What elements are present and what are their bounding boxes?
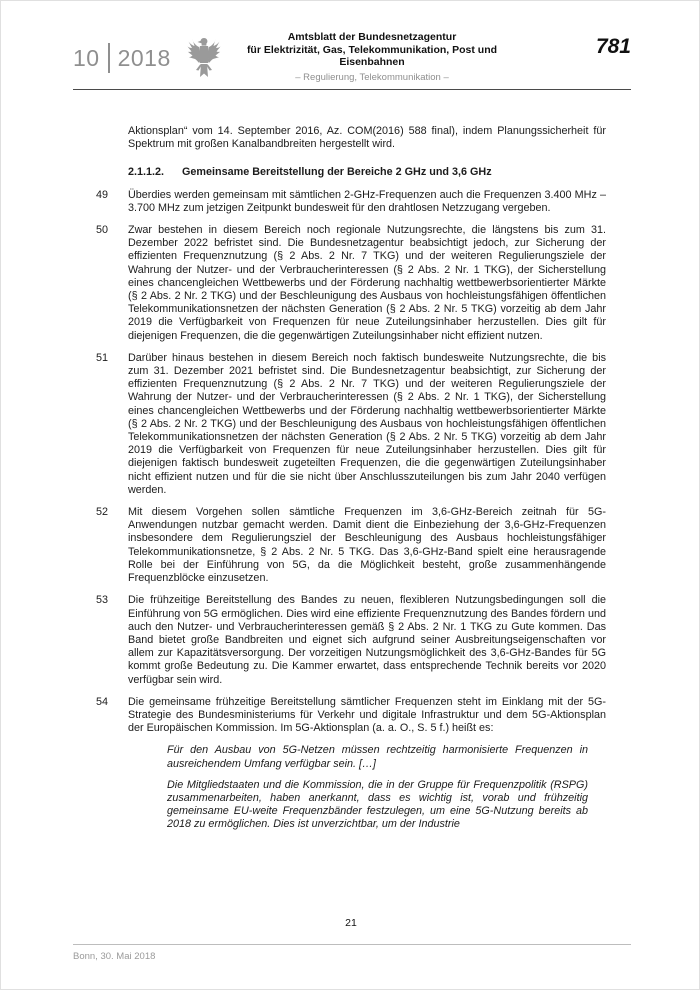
header-page-number: 781 [595, 35, 631, 58]
paragraph-50 [96, 224, 606, 343]
intro-paragraph: Aktionsplan“ vom 14. September 2016, Az. COM(2016) 588 final), indem Planungssicherheit für Spektrum mit großen Kanalbandbreiten hergestellt wird. [128, 125, 606, 151]
federal-eagle-icon [187, 37, 221, 79]
paragraph-49 [96, 189, 606, 215]
masthead [231, 31, 513, 83]
paragraph-text: Darüber hinaus bestehen in diesem Bereich noch faktisch bundesweite Nutzungsrechte, die bis zum 31. Dezember 2021 befristet sind. Die Bundesnetzagentur beabsichtigt, zur Sicherung der effizienten Frequenznutzung (§ 2 Abs. 2 Nr. 7 TKG) und der weiteren Regulierungsziele der Wahrung der Nutzer- und der Verbraucherinteressen (§ 2 Abs. 2 Nr. 1 TKG), der Sicherstellung eines chancengleichen Wettbewerbs und der Förderung nachhaltig wettbewerbsorientierter Märkte (§ 2 Abs. 2 Nr. 2 TKG) und der Beschleunigung des Ausbaus von hochleistungsfähigen öffentlichen Telekommunikationsnetzen der nächsten Generation (§ 2 Abs. 2 Nr. 5 TKG) vorzeitig ab dem Jahr 2019 die Verfügbarkeit von Frequenzen für neue Zuteilungsinhaber herzustellen. Dies gilt für diejenigen faktisch bundesweit zugeteilten Frequenzen, die die gegenwärtigen Zuteilungsinhaber nicht effizient nutzen und für die sie nicht über Anschlusszuteilungen bis zum Jahr 2040 verfügen werden. [128, 351, 606, 496]
paragraph-text: Die gemeinsame frühzeitige Bereitstellung sämtlicher Frequenzen steht im Einklang mit der 5G-Strategie des Bundesministeriums für Verkehr und digitale Infrastruktur und dem 5G-Aktionsplan der Europäischen Kommission. Im 5G-Aktionsplan (a. a. O., S. 5 f.) heißt es: [128, 695, 606, 735]
footer-date: Bonn, 30. Mai 2018 [73, 951, 156, 962]
issue-divider [108, 43, 110, 73]
section-heading [128, 166, 606, 179]
section-heading-number: 2.1.1.2. [128, 166, 165, 179]
paragraph-52 [96, 506, 606, 585]
quote-paragraph-2: Die Mitgliedstaaten und die Kommission, die in der Gruppe für Frequenzpolitik (RSPG) zusammenarbeiten, haben anerkannt, dass es wichtig ist, vorab und frühzeitig gemeinsame EU-weite Frequenzbänder festzulegen, um eine 5G-Nutzung bereits ab 2018 zu ermöglichen. Dies ist unverzichtbar, um der Industrie [167, 778, 588, 831]
paragraph-text: Mit diesem Vorgehen sollen sämtliche Frequenzen im 3,6-GHz-Bereich zeitnah für 5G-Anwendungen nutzbar gemacht werden. Damit dient die Einbeziehung der 3,6-GHz-Frequenzen insbesondere dem Regulierungsziel der Beschleunigung des Ausbaus hochleistungsfähiger Telekommunikationsnetze, § 2 Abs. 2 Nr. 5 TKG. Das 3,6-GHz-Band spielt eine herausragende Rolle bei der Einführung von 5G, da die Möglichkeit besteht, große zusammenhängende Frequenzblöcke einzusetzen. [128, 506, 606, 585]
paragraph-text: Die frühzeitige Bereitstellung des Bandes zu neuen, flexibleren Nutzungsbedingungen soll die Einführung von 5G ermöglichen. Dies wird eine effiziente Frequenznutzung des Bandes fördern und auch den Nutzer- und Verbraucherinteressen gemäß § 2 Abs. 2 Nr. 1 TKG zu Gute kommen. Das Band bietet große Bandbreiten und eignet sich aufgrund seiner Ausbreitungseigenschaften vor allem zur Kapazitätsversorgung. Der vorzeitigen Nutzungsmöglichkeit des 3,6-GHz-Bandes für 5G kommt große Bedeutung zu. Die Kammer erwartet, dass entsprechende Technik bereits vor 2020 verfügbar sein wird. [128, 594, 606, 686]
masthead-section: – Regulierung, Telekommunikation – [295, 72, 449, 83]
paragraph-number: 50 [96, 224, 109, 237]
paragraph-number: 49 [96, 188, 109, 201]
quote-paragraph-1: Für den Ausbau von 5G-Netzen müssen rechtzeitig harmonisierte Frequenzen in ausreichendem Umfang verfügbar sein. […] [167, 744, 588, 770]
paragraph-number: 53 [96, 594, 109, 607]
paragraph-number: 54 [96, 695, 109, 708]
issue-year: 2018 [117, 44, 171, 71]
issue-block [73, 37, 221, 79]
footer-rule [73, 944, 631, 945]
paragraph-51 [96, 352, 606, 497]
masthead-title: Amtsblatt der Bundesnetzagentur [287, 31, 457, 43]
footer-page-number: 21 [345, 917, 357, 929]
section-heading-text: Gemeinsame Bereitstellung der Bereiche 2 GHz und 3,6 GHz [182, 166, 492, 179]
paragraph-number: 51 [96, 351, 109, 364]
page-header [73, 27, 631, 85]
paragraph-54 [96, 696, 606, 736]
document-body [96, 125, 606, 840]
paragraph-text: Überdies werden gemeinsam mit sämtlichen 2-GHz-Frequenzen auch die Frequenzen 3.400 MHz – 3.700 MHz zum jetzigen Zeitpunkt bundesweit für den drahtlosen Netzzugang vergeben. [128, 188, 606, 214]
masthead-subtitle: für Elektrizität, Gas, Telekommunikation, Post und Eisenbahnen [246, 44, 498, 68]
header-rule [73, 89, 631, 90]
paragraph-text: Zwar bestehen in diesem Bereich noch regionale Nutzungsrechte, die längstens bis zum 31. Dezember 2022 befristet sind. Die Bundesnetzagentur beabsichtigt jedoch, zur Sicherung der effizienten Frequenznutzung (§ 2 Abs. 2 Nr. 7 TKG) und der weiteren Regulierungsziele der Wahrung der Nutzer- und der Verbraucherinteressen (§ 2 Abs. 2 Nr. 1 TKG), der Sicherstellung eines chancengleichen Wettbewerbs und der Förderung nachhaltig wettbewerbsorientierter Märkte (§ 2 Abs. 2 Nr. 2 TKG) und der Beschleunigung des Ausbaus von hochleistungsfähigen öffentlichen Telekommunikationsnetzen der nächsten Generation (§ 2 Abs. 2 Nr. 5 TKG) vorzeitig ab dem Jahr 2019 die Verfügbarkeit von Frequenzen für neue Zuteilungsinhaber herzustellen. Dies gilt für diejenigen Frequenzen, die die gegenwärtigen Zuteilungsinhaber nicht effizient nutzen. [128, 224, 606, 342]
paragraph-53 [96, 594, 606, 686]
issue-number: 10 [73, 44, 100, 71]
paragraph-number: 52 [96, 506, 109, 519]
